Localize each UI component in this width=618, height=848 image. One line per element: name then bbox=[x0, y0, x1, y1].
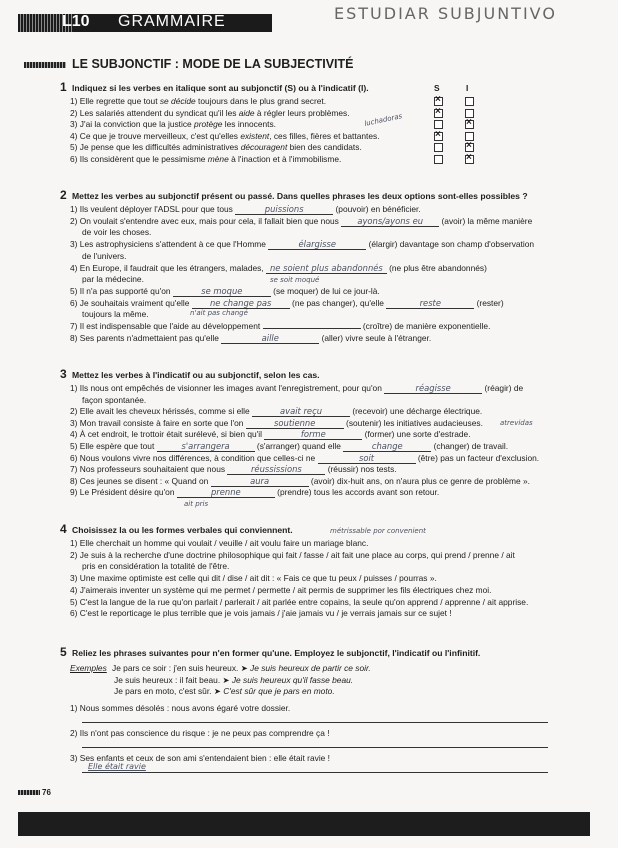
ex5-answer-line[interactable] bbox=[82, 747, 548, 748]
ex3-item-num: 2) bbox=[70, 406, 80, 417]
section-title: LE SUBJONCTIF : MODE DE LA SUBJECTIVITÉ bbox=[72, 57, 354, 71]
ex3-item-text: (réagir) de bbox=[482, 383, 524, 393]
ex2-answer[interactable]: ayons/ayons eu bbox=[341, 216, 439, 227]
ex3-item bbox=[70, 453, 539, 464]
ex1-item-verb: aide bbox=[238, 107, 255, 118]
ex2-item-num: 4) bbox=[70, 262, 80, 273]
ex5-example-answer: Je suis heureux qu'il fasse beau. bbox=[231, 674, 354, 685]
ex3-item bbox=[70, 476, 530, 487]
ex2-item-num: 3) bbox=[70, 239, 80, 250]
ex1-checkbox-s[interactable] bbox=[434, 155, 443, 164]
ex4-note: métrissable por convenient bbox=[330, 527, 426, 535]
ex5-item bbox=[70, 728, 330, 738]
ex1-col-i: I bbox=[466, 83, 469, 93]
ex4-instruction: Choisissez la ou les formes verbales qui conviennent. bbox=[72, 525, 293, 535]
ex2-item bbox=[82, 274, 144, 284]
ex2-item-text: Je souhaitais vraiment qu'elle bbox=[79, 297, 192, 308]
ex3-item bbox=[70, 418, 483, 429]
ex5-item-num: 2) bbox=[70, 728, 80, 738]
ex1-item-text: Elle regrette que tout bbox=[79, 96, 160, 106]
ex3-answer[interactable]: prenne bbox=[177, 487, 275, 498]
ex3-answer[interactable]: aura bbox=[211, 476, 309, 487]
ex1-item bbox=[70, 142, 362, 152]
ex3-item bbox=[70, 441, 508, 452]
ex1-item-text: Les salariés attendent du syndicat qu'il les bbox=[79, 107, 239, 118]
ex3-item bbox=[70, 464, 397, 475]
ex2-item-text: (aller) vivre seule à l'étranger. bbox=[319, 332, 432, 343]
ex3-note-3: atrevidas bbox=[500, 419, 533, 427]
lesson-code: L10 bbox=[62, 13, 90, 30]
ex3-item-num: 4) bbox=[70, 429, 80, 440]
ex2-item-text: Ses parents n'admettaient pas qu'elle bbox=[79, 332, 222, 343]
ex1-item-verb: découragent bbox=[240, 142, 288, 153]
ex1-item bbox=[70, 131, 380, 141]
ex2-answer[interactable] bbox=[263, 328, 361, 329]
ex2-note-5: se soit moqué bbox=[270, 276, 320, 284]
ex3-answer[interactable]: soit bbox=[318, 453, 416, 464]
ex3-item-text: (former) une sorte d'estrade. bbox=[362, 429, 471, 440]
ex2-item bbox=[82, 309, 149, 319]
ex3-item-text: Ils nous ont empêchés de visionner les images avant l'enregistrement, pour qu'on bbox=[79, 383, 385, 393]
ex1-checkbox-s[interactable] bbox=[434, 132, 443, 141]
ex3-item-text: Mon travail consiste à faire en sorte que l'on bbox=[79, 417, 246, 428]
arrow-icon: ➤ bbox=[240, 663, 251, 673]
ex1-item-text: toujours dans le plus grand secret. bbox=[195, 96, 327, 106]
ex2-instruction: Mettez les verbes au subjonctif présent ou passé. Dans quelles phrases les deux options sont-elles possibles ? bbox=[72, 191, 528, 201]
ex3-item bbox=[70, 406, 482, 417]
ex4-line: 4) J'aimerais inventer un système qui me permet / permette / ait permis de supprimer les fils électriques chez moi. bbox=[70, 584, 492, 595]
ex3-item-text: (recevoir) une décharge électrique. bbox=[350, 406, 483, 417]
ex2-item-text: (ne pas changer), qu'elle bbox=[289, 297, 384, 308]
ex5-example-answer: C'est sûr que je pars en moto. bbox=[223, 686, 335, 696]
ex1-item-text: les innocents. bbox=[222, 119, 276, 130]
ex1-item-text: Ce que je trouve merveilleux, c'est qu'elles bbox=[79, 130, 241, 141]
ex3-item bbox=[70, 383, 523, 394]
ex2-item-text: (rester) bbox=[474, 297, 504, 308]
ex2-answer[interactable]: aille bbox=[221, 333, 319, 344]
ex1-item-num: 6) bbox=[70, 154, 80, 164]
arrow-icon: ➤ bbox=[222, 674, 232, 685]
ex2-answer[interactable]: puissions bbox=[235, 204, 333, 215]
ex3-item-num: 5) bbox=[70, 441, 80, 451]
ex1-item bbox=[70, 154, 341, 164]
ex3-item-text: (changer) de travail. bbox=[431, 441, 509, 451]
ex2-item bbox=[70, 216, 532, 227]
ex2-number: 2 bbox=[60, 188, 67, 202]
ex5-item-text: Ses enfants et ceux de son ami s'entendaient bien : elle était ravie ! bbox=[79, 753, 330, 763]
ex1-item-text: bien des candidats. bbox=[287, 142, 362, 153]
ex3-item bbox=[70, 487, 439, 498]
ex5-answer-line[interactable] bbox=[82, 772, 548, 773]
ex4-line: 5) C'est la langue de la rue qu'on parlait / parlerait / ait parlée entre copains, la seule qu'on apprend / apprenne / ait apprise. bbox=[70, 596, 529, 607]
ex1-checkbox-s[interactable] bbox=[434, 109, 443, 118]
ex3-item-text: Le Président désire qu'on bbox=[79, 487, 177, 498]
ex2-answer[interactable]: ne change pas bbox=[192, 298, 290, 309]
ex1-item bbox=[70, 96, 326, 106]
section-marker bbox=[24, 62, 66, 68]
ex1-item bbox=[70, 119, 276, 129]
ex5-answer-line[interactable] bbox=[82, 722, 548, 723]
ex2-item-text: par la médecine. bbox=[82, 274, 144, 285]
ex2-item-num: 5) bbox=[70, 285, 80, 296]
ex5-examples-label: Exemples bbox=[70, 663, 107, 673]
ex5-example bbox=[114, 686, 335, 696]
ex2-item-num: 6) bbox=[70, 297, 80, 308]
ex3-item-text: Elle espère que tout bbox=[79, 441, 157, 451]
handwritten-note: ESTUDIAR SUBJUNTIVO bbox=[334, 4, 557, 23]
lesson-title: GRAMMAIRE bbox=[118, 13, 226, 30]
ex2-item-text: Il est indispensable que l'aide au développement bbox=[79, 321, 263, 331]
ex3-item-num: 8) bbox=[70, 475, 80, 486]
ex3-item-text: façon spontanée. bbox=[82, 394, 147, 405]
ex3-answer[interactable]: soutienne bbox=[246, 418, 344, 429]
ex5-item-num: 3) bbox=[70, 753, 80, 763]
page-number: 76 bbox=[42, 788, 51, 797]
ex1-item-verb: se décide bbox=[159, 96, 196, 106]
ex2-item-text: (croître) de manière exponentielle. bbox=[360, 321, 491, 331]
ex2-item-text: (ne plus être abandonnés) bbox=[386, 262, 487, 273]
ex3-answer[interactable]: avait reçu bbox=[252, 406, 350, 417]
ex3-item bbox=[82, 395, 146, 405]
ex2-item-text: Ils veulent déployer l'ADSL pour que tous bbox=[79, 204, 236, 214]
ex4-number: 4 bbox=[60, 522, 67, 536]
ex2-item bbox=[70, 263, 487, 274]
ex2-item bbox=[70, 239, 534, 250]
ex3-answer-2[interactable]: change bbox=[343, 441, 431, 452]
ex4-line: 6) C'est le reporticage le plus terrible que je vois jamais / j'aie jamais vu / je verrais jamais sur ce sujet ! bbox=[70, 608, 452, 619]
ex2-item-num: 8) bbox=[70, 332, 80, 343]
ex5-item-num: 1) bbox=[70, 703, 80, 713]
ex1-item-text: J'ai la conviction que la justice bbox=[79, 119, 195, 130]
ex3-number: 3 bbox=[60, 367, 67, 381]
ex1-item bbox=[70, 108, 350, 118]
ex3-item bbox=[70, 429, 471, 440]
ex2-item-text: (pouvoir) en bénéficier. bbox=[333, 204, 421, 214]
ex1-item-text: à régler leurs problèmes. bbox=[254, 107, 350, 118]
ex1-item-num: 3) bbox=[70, 119, 80, 130]
ex2-item-text: toujours la même. bbox=[82, 309, 149, 320]
ex1-item-num: 5) bbox=[70, 142, 80, 153]
ex3-item-text: (être) pas un facteur d'exclusion. bbox=[415, 452, 540, 463]
ex2-item bbox=[70, 204, 421, 215]
ex2-item-num: 7) bbox=[70, 321, 80, 331]
footer-bar bbox=[18, 812, 590, 836]
ex2-answer[interactable]: élargisse bbox=[268, 239, 366, 250]
ex3-item-text: Ces jeunes se disent : « Quand on bbox=[79, 475, 211, 486]
ex2-item-num: 1) bbox=[70, 204, 80, 214]
ex2-item-num: 2) bbox=[70, 215, 80, 226]
ex3-item-text: (avoir) dix-huit ans, on n'aura plus ce genre de problème ». bbox=[308, 475, 530, 486]
arrow-icon: ➤ bbox=[213, 686, 224, 696]
ex3-item-num: 6) bbox=[70, 452, 80, 463]
ex2-item-text: de l'univers. bbox=[82, 250, 127, 261]
ex2-item bbox=[82, 251, 126, 261]
ex3-item-num: 1) bbox=[70, 383, 80, 393]
ex1-item-num: 2) bbox=[70, 107, 80, 118]
ex2-item bbox=[82, 227, 151, 237]
ex2-item-text: Les astrophysiciens s'attendent à ce que l'Homme bbox=[79, 239, 269, 250]
ex3-answer[interactable]: forme bbox=[264, 429, 362, 440]
ex5-example bbox=[114, 675, 353, 685]
ex5-item-text: Ils n'ont pas conscience du risque : je ne peux pas comprendre ça ! bbox=[79, 728, 330, 738]
ex2-item bbox=[70, 286, 380, 297]
ex2-item bbox=[70, 321, 490, 331]
ex5-example bbox=[112, 663, 371, 673]
ex3-item-text: Nos professeurs souhaitaient que nous bbox=[79, 464, 228, 475]
ex1-checkbox-i[interactable] bbox=[465, 120, 474, 129]
ex5-example-answer: Je suis heureux de partir ce soir. bbox=[250, 663, 371, 673]
ex2-item bbox=[70, 298, 504, 309]
ex1-number: 1 bbox=[60, 80, 67, 94]
ex2-note-6: n'ait pas changé bbox=[190, 309, 248, 317]
page-marker bbox=[18, 790, 40, 795]
ex1-note: luchadoras bbox=[363, 112, 403, 128]
ex2-item bbox=[70, 333, 431, 344]
ex4-line: 3) Une maxime optimiste est celle qui dit / dise / ait dit : « Fais ce que tu peux / puisses / pourras ». bbox=[70, 573, 437, 584]
ex3-item-num: 7) bbox=[70, 464, 80, 475]
ex2-answer[interactable]: se moque bbox=[173, 286, 271, 297]
ex3-item-num: 3) bbox=[70, 417, 80, 428]
ex3-note-9: ait pris bbox=[184, 500, 209, 508]
ex2-item-text: En Europe, il faudrait que les étrangers, malades, bbox=[79, 262, 266, 273]
ex4-line: 1) Elle cherchait un homme qui voulait / veuille / ait voulu faire un mariage blanc. bbox=[70, 538, 369, 548]
ex3-answer[interactable]: réussissions bbox=[227, 464, 325, 475]
ex1-checkbox-i[interactable] bbox=[465, 97, 474, 106]
ex1-instruction: Indiquez si les verbes en italique sont au subjonctif (S) ou à l'indicatif (I). bbox=[72, 83, 369, 93]
ex3-instruction: Mettez les verbes à l'indicatif ou au subjonctif, selon les cas. bbox=[72, 370, 320, 380]
ex5-example-question: Je suis heureux : il fait beau. bbox=[114, 674, 223, 685]
ex1-item-verb: existent bbox=[240, 130, 270, 141]
ex2-item-text: Il n'a pas supporté qu'on bbox=[79, 285, 173, 296]
ex5-number: 5 bbox=[60, 645, 67, 659]
ex1-item-verb: mène bbox=[207, 154, 229, 164]
ex1-item-text: , ces filles, fières et battantes. bbox=[269, 130, 380, 141]
ex4-line: pris en considération la totalité de l'être. bbox=[82, 561, 230, 572]
ex5-instruction: Reliez les phrases suivantes pour n'en former qu'une. Employez le subjonctif, l'indicatif ou l'infinitif. bbox=[72, 648, 481, 658]
ex4-line: 2) Je suis à la recherche d'une doctrine philosophique qui fait / fasse / ait fait une place au corps, qui prend / prenne / ait bbox=[70, 549, 515, 560]
ex3-item-num: 9) bbox=[70, 487, 80, 498]
ex1-item-num: 4) bbox=[70, 130, 80, 141]
ex3-item-text: (soutenir) les initiatives audacieuses. bbox=[343, 417, 483, 428]
ex2-answer[interactable]: ne soient plus abandonnés bbox=[266, 263, 387, 274]
ex3-answer[interactable]: s'arrangera bbox=[157, 441, 255, 452]
ex5-item-text: Nous sommes désolés : nous avons égaré votre dossier. bbox=[79, 703, 291, 713]
ex5-answer-3: Elle était ravie bbox=[88, 762, 146, 771]
ex1-checkbox-s[interactable] bbox=[434, 143, 443, 152]
ex1-item-text: Ils considèrent que le pessimisme bbox=[79, 154, 208, 164]
ex1-item-text: à l'inaction et à l'immobilisme. bbox=[228, 154, 342, 164]
ex5-example-question: Je pars ce soir : j'en suis heureux. bbox=[112, 663, 241, 673]
ex2-item-text: de voir les choses. bbox=[82, 227, 152, 238]
ex5-example-question: Je pars en moto, c'est sûr. bbox=[114, 686, 214, 696]
ex1-checkbox-i[interactable] bbox=[465, 155, 474, 164]
ex3-item-text: Elle avait les cheveux hérissés, comme si elle bbox=[79, 406, 253, 417]
ex2-answer-2[interactable]: reste bbox=[386, 298, 474, 309]
ex1-col-s: S bbox=[434, 83, 440, 93]
ex1-item-verb: protège bbox=[194, 119, 223, 130]
ex1-item-num: 1) bbox=[70, 96, 80, 106]
ex3-item-text: Nous voulons vivre nos différences, à condition que celles-ci ne bbox=[79, 452, 318, 463]
ex3-item-text: (réussir) nos tests. bbox=[325, 464, 397, 475]
ex2-item-text: (élargir) davantage son champ d'observation bbox=[366, 239, 535, 250]
ex2-item-text: (se moquer) de lui ce jour-là. bbox=[270, 285, 380, 296]
ex1-item-text: Je pense que les difficultés administratives bbox=[79, 142, 241, 153]
ex2-item-text: (avoir) la même manière bbox=[439, 215, 533, 226]
ex2-item-text: On voulait s'entendre avec eux, mais pour cela, il fallait bien que nous bbox=[79, 215, 342, 226]
ex3-item-text: À cet endroit, le trottoir était surélevé, si bien qu'il bbox=[79, 429, 265, 440]
ex3-answer[interactable]: réagisse bbox=[384, 383, 482, 394]
ex3-item-text: (s'arranger) quand elle bbox=[254, 441, 341, 451]
ex3-item-text: (prendre) tous les accords avant son retour. bbox=[274, 487, 440, 498]
ex5-item bbox=[70, 703, 290, 713]
